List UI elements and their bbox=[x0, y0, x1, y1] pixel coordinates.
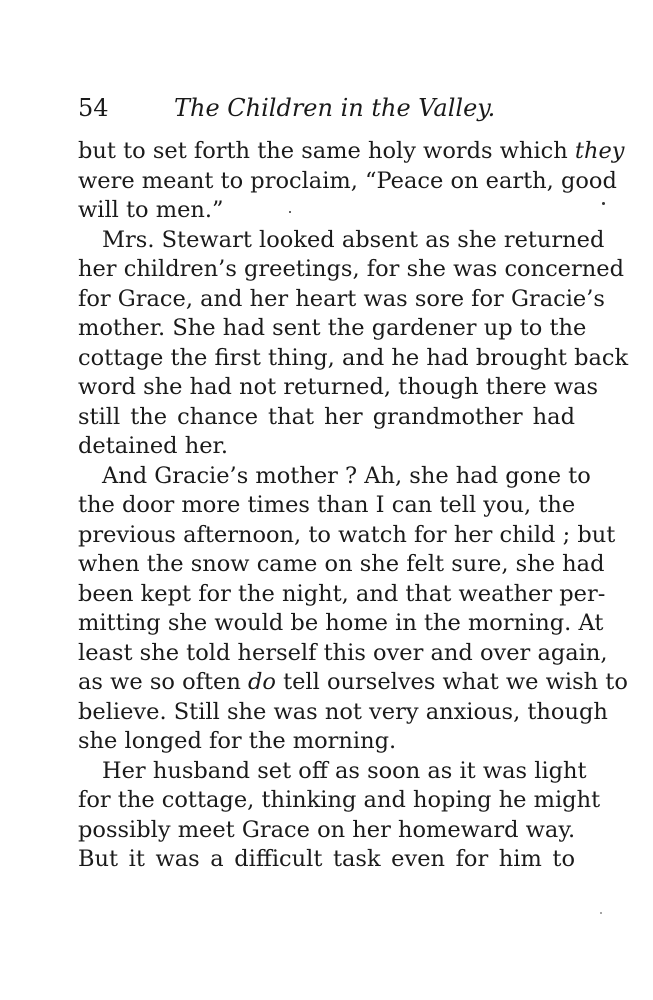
text-line: word she had not returned, though there was bbox=[78, 374, 599, 400]
text-line: when the snow came on she felt sure, she had bbox=[78, 551, 605, 577]
text-line: believe. Still she was not very anxious, though bbox=[78, 698, 608, 725]
text-line: cottage the first thing, and he had brought back bbox=[78, 344, 629, 371]
text-line: will to men.” bbox=[78, 197, 224, 223]
running-title: The Children in the Valley. bbox=[174, 94, 496, 122]
print-speck bbox=[600, 912, 602, 914]
text-line: possibly meet Grace on her homeward way. bbox=[78, 816, 576, 843]
text-line: Mrs. Stewart looked absent as she returned bbox=[102, 226, 605, 253]
text-line: she longed for the morning. bbox=[78, 728, 397, 754]
text-line: her children’s greetings, for she was concerned bbox=[78, 256, 624, 282]
text-line: And Gracie’s mother ? Ah, she had gone to bbox=[102, 462, 591, 489]
text-line: were meant to proclaim, “Peace on earth, good bbox=[78, 167, 617, 194]
body-text bbox=[78, 137, 629, 875]
text-line: Her husband set off as soon as it was light bbox=[102, 757, 587, 784]
text-line: but to set forth the same holy words which they bbox=[78, 138, 625, 164]
text-line: least she told herself this over and over again, bbox=[78, 639, 608, 666]
text-line: detained her. bbox=[78, 433, 228, 459]
text-line: for Grace, and her heart was sore for Gracie’s bbox=[78, 285, 605, 312]
page-header bbox=[78, 92, 598, 124]
text-line: mother. She had sent the gardener up to the bbox=[78, 315, 587, 341]
text-line: previous afternoon, to watch for her child ; but bbox=[78, 521, 616, 548]
text-line: the door more times than I can tell you, the bbox=[78, 492, 576, 518]
text-line: But it was a difficult task even for him to bbox=[78, 846, 575, 872]
emphasis: they bbox=[574, 138, 625, 164]
emphasis: do bbox=[247, 669, 276, 695]
text-line: as we so often do tell ourselves what we wish to bbox=[78, 669, 628, 695]
text-line: for the cottage, thinking and hoping he might bbox=[78, 787, 601, 813]
print-speck bbox=[289, 211, 291, 213]
text-line: still the chance that her grandmother had bbox=[78, 403, 575, 430]
page-number: 54 bbox=[78, 94, 109, 122]
text-line: been kept for the night, and that weather per- bbox=[78, 580, 606, 607]
print-speck bbox=[602, 202, 605, 205]
text-line: mitting she would be home in the morning. At bbox=[78, 610, 604, 636]
